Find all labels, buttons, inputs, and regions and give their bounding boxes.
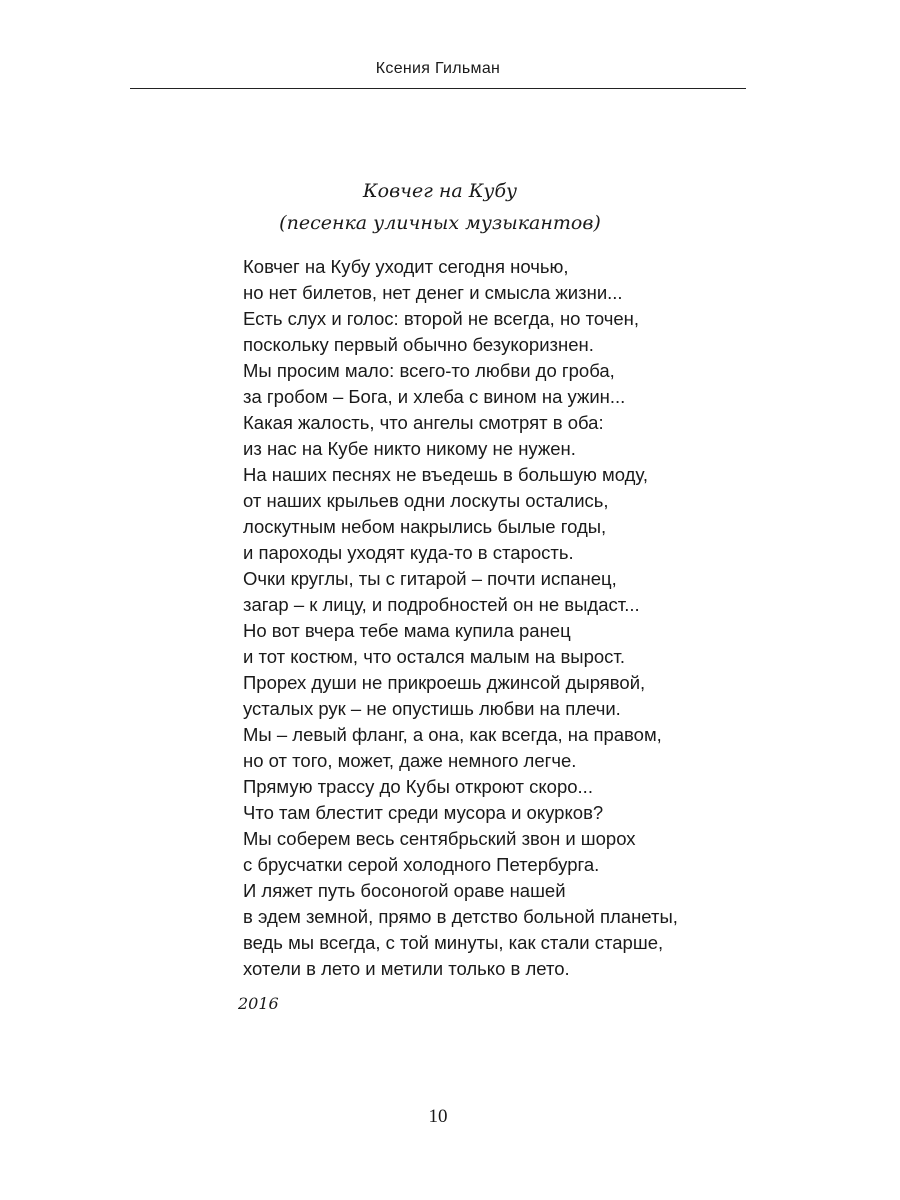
poem-line: из нас на Кубе никто никому не нужен. [243, 438, 576, 459]
poem-subtitle: (песенка уличных музыкантов) [279, 212, 601, 234]
poem-line: Мы соберем весь сентябрьский звон и шорох [243, 828, 636, 849]
poem-line: Что там блестит среди мусора и окурков? [243, 802, 604, 823]
poem-line: Ковчег на Кубу уходит сегодня ночью, [243, 256, 569, 277]
poem-line: загар – к лицу, и подробностей он не выдаст... [243, 594, 640, 615]
poem-line: Мы просим мало: всего-то любви до гроба, [243, 360, 615, 381]
running-header-author: Ксения Гильман [375, 60, 501, 77]
poem-title: Ковчег на Кубу [362, 180, 518, 202]
poem-body [243, 254, 678, 982]
poem-line: усталых рук – не опустишь любви на плечи. [243, 698, 621, 719]
poem-line: с брусчатки серой холодного Петербурга. [243, 854, 600, 875]
poem-line: ведь мы всегда, с той минуты, как стали старше, [243, 932, 664, 953]
poem-line: Очки круглы, ты с гитарой – почти испанец, [243, 568, 617, 589]
poem-line: Прорех души не прикроешь джинсой дырявой, [243, 672, 646, 693]
header-rule [130, 88, 746, 89]
poem-line: На наших песнях не въедешь в большую моду, [243, 464, 648, 485]
poem-line: Есть слух и голос: второй не всегда, но точен, [243, 308, 640, 329]
poem-line: лоскутным небом накрылись былые годы, [243, 516, 607, 537]
poem-line: Какая жалость, что ангелы смотрят в оба: [243, 412, 604, 433]
poem-line: Мы – левый фланг, а она, как всегда, на правом, [243, 724, 662, 745]
poem-line: Прямую трассу до Кубы откроют скоро... [243, 776, 593, 797]
poem-line: за гробом – Бога, и хлеба с вином на ужин... [243, 386, 626, 407]
poem-line: в эдем земной, прямо в детство больной планеты, [243, 906, 678, 927]
page-number: 10 [428, 1106, 448, 1127]
poem-line: поскольку первый обычно безукоризнен. [243, 334, 594, 355]
poem-line: хотели в лето и метили только в лето. [243, 958, 570, 979]
poem-line: но от того, может, даже немного легче. [243, 750, 577, 771]
poem-line: и пароходы уходят куда-то в старость. [243, 542, 574, 563]
poem-line: но нет билетов, нет денег и смысла жизни... [243, 282, 623, 303]
poem-line: и тот костюм, что остался малым на вырост. [243, 646, 625, 667]
poem-line: Но вот вчера тебе мама купила ранец [243, 620, 571, 641]
poem-line: И ляжет путь босоногой ораве нашей [243, 880, 566, 901]
poem-line: от наших крыльев одни лоскуты остались, [243, 490, 609, 511]
poem-year: 2016 [238, 994, 279, 1013]
